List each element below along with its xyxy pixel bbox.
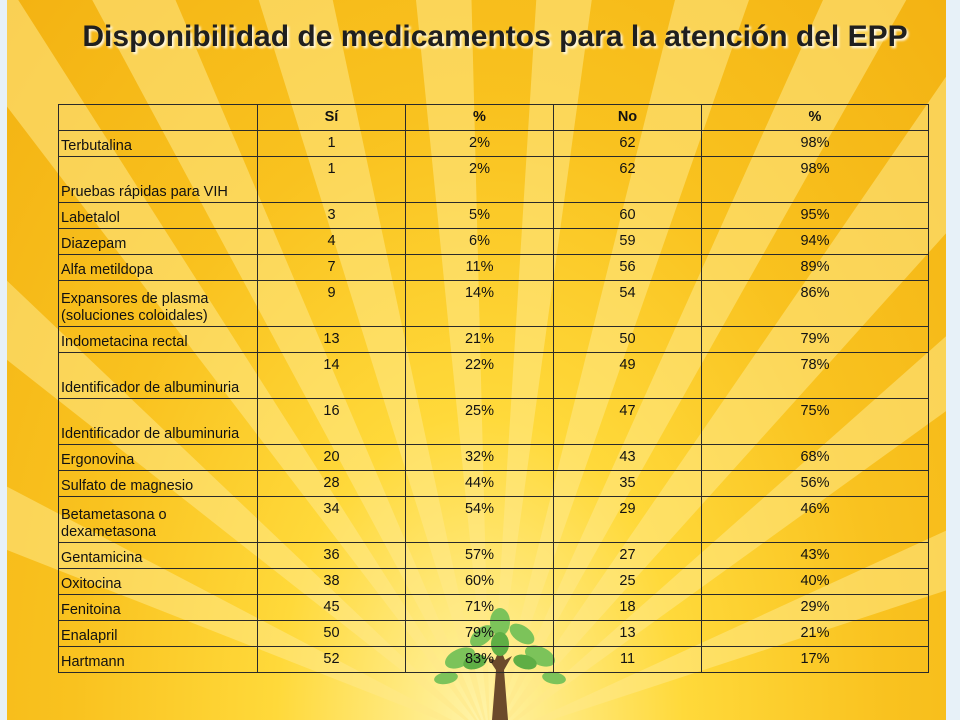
table-row bbox=[59, 569, 929, 595]
table-cell: 60% bbox=[406, 569, 554, 595]
table-cell: 11% bbox=[406, 255, 554, 281]
table-cell: 89% bbox=[702, 255, 929, 281]
header-cell: No bbox=[554, 105, 702, 131]
table-cell: 75% bbox=[702, 399, 929, 445]
table-cell: 21% bbox=[702, 621, 929, 647]
header-cell: Sí bbox=[258, 105, 406, 131]
medication-name: Indometacina rectal bbox=[59, 327, 258, 353]
medication-name: Fenitoina bbox=[59, 595, 258, 621]
table-row bbox=[59, 353, 929, 399]
table-cell: 43% bbox=[702, 543, 929, 569]
medication-name: Alfa metildopa bbox=[59, 255, 258, 281]
medication-name: Enalapril bbox=[59, 621, 258, 647]
table-cell: 62 bbox=[554, 157, 702, 203]
table-cell: 98% bbox=[702, 157, 929, 203]
table-cell: 7 bbox=[258, 255, 406, 281]
table-cell: 86% bbox=[702, 281, 929, 327]
medication-name: Pruebas rápidas para VIH bbox=[59, 157, 258, 203]
table-row bbox=[59, 497, 929, 543]
table-cell: 27 bbox=[554, 543, 702, 569]
table-cell: 2% bbox=[406, 157, 554, 203]
table-cell: 25 bbox=[554, 569, 702, 595]
table-cell: 83% bbox=[406, 647, 554, 673]
table-cell: 20 bbox=[258, 445, 406, 471]
table-cell: 21% bbox=[406, 327, 554, 353]
table-row bbox=[59, 255, 929, 281]
left-border bbox=[0, 0, 7, 720]
header-cell: % bbox=[406, 105, 554, 131]
table-cell: 25% bbox=[406, 399, 554, 445]
table-row bbox=[59, 595, 929, 621]
table-row bbox=[59, 647, 929, 673]
medication-name: Diazepam bbox=[59, 229, 258, 255]
table-cell: 98% bbox=[702, 131, 929, 157]
table-cell: 71% bbox=[406, 595, 554, 621]
table-cell: 32% bbox=[406, 445, 554, 471]
table-cell: 1 bbox=[258, 157, 406, 203]
table-cell: 34 bbox=[258, 497, 406, 543]
table-cell: 62 bbox=[554, 131, 702, 157]
table-row bbox=[59, 157, 929, 203]
medication-table bbox=[58, 104, 929, 673]
table-cell: 4 bbox=[258, 229, 406, 255]
table-cell: 9 bbox=[258, 281, 406, 327]
table-cell: 54 bbox=[554, 281, 702, 327]
table-row bbox=[59, 471, 929, 497]
medication-name: Betametasona o dexametasona bbox=[59, 497, 258, 543]
table-cell: 79% bbox=[406, 621, 554, 647]
medication-name: Identificador de albuminuria bbox=[59, 353, 258, 399]
table-row bbox=[59, 203, 929, 229]
table-cell: 13 bbox=[554, 621, 702, 647]
table-row bbox=[59, 621, 929, 647]
table-row bbox=[59, 131, 929, 157]
table-cell: 95% bbox=[702, 203, 929, 229]
medication-name: Labetalol bbox=[59, 203, 258, 229]
header-cell: % bbox=[702, 105, 929, 131]
table-cell: 18 bbox=[554, 595, 702, 621]
table-cell: 60 bbox=[554, 203, 702, 229]
table-cell: 1 bbox=[258, 131, 406, 157]
table-cell: 49 bbox=[554, 353, 702, 399]
table-cell: 3 bbox=[258, 203, 406, 229]
medication-name: Identificador de albuminuria bbox=[59, 399, 258, 445]
medication-name: Gentamicina bbox=[59, 543, 258, 569]
table-cell: 13 bbox=[258, 327, 406, 353]
table-cell: 22% bbox=[406, 353, 554, 399]
table-cell: 78% bbox=[702, 353, 929, 399]
table-cell: 17% bbox=[702, 647, 929, 673]
table-row bbox=[59, 399, 929, 445]
table-cell: 14 bbox=[258, 353, 406, 399]
medication-name: Expansores de plasma (soluciones coloidales) bbox=[59, 281, 258, 327]
table-cell: 50 bbox=[258, 621, 406, 647]
table-cell: 43 bbox=[554, 445, 702, 471]
slide-title: Disponibilidad de medicamentos para la atención del EPP bbox=[82, 20, 908, 53]
table-cell: 28 bbox=[258, 471, 406, 497]
table-cell: 47 bbox=[554, 399, 702, 445]
table-cell: 59 bbox=[554, 229, 702, 255]
table-cell: 68% bbox=[702, 445, 929, 471]
table-cell: 14% bbox=[406, 281, 554, 327]
medication-name: Ergonovina bbox=[59, 445, 258, 471]
table-cell: 45 bbox=[258, 595, 406, 621]
table-cell: 36 bbox=[258, 543, 406, 569]
table-cell: 38 bbox=[258, 569, 406, 595]
table-row bbox=[59, 445, 929, 471]
table-cell: 44% bbox=[406, 471, 554, 497]
table-cell: 6% bbox=[406, 229, 554, 255]
table-cell: 79% bbox=[702, 327, 929, 353]
table-cell: 54% bbox=[406, 497, 554, 543]
medication-name: Sulfato de magnesio bbox=[59, 471, 258, 497]
table-cell: 29 bbox=[554, 497, 702, 543]
table-row bbox=[59, 543, 929, 569]
table-cell: 11 bbox=[554, 647, 702, 673]
medication-name: Hartmann bbox=[59, 647, 258, 673]
table-cell: 29% bbox=[702, 595, 929, 621]
medication-name: Terbutalina bbox=[59, 131, 258, 157]
medication-name: Oxitocina bbox=[59, 569, 258, 595]
table-header-row bbox=[59, 105, 929, 131]
table-cell: 35 bbox=[554, 471, 702, 497]
table-cell: 56% bbox=[702, 471, 929, 497]
table-row bbox=[59, 327, 929, 353]
right-border bbox=[946, 0, 960, 720]
table-cell: 94% bbox=[702, 229, 929, 255]
table-cell: 46% bbox=[702, 497, 929, 543]
table-cell: 56 bbox=[554, 255, 702, 281]
table-cell: 40% bbox=[702, 569, 929, 595]
header-cell bbox=[59, 105, 258, 131]
table-row bbox=[59, 229, 929, 255]
table-cell: 57% bbox=[406, 543, 554, 569]
table-cell: 2% bbox=[406, 131, 554, 157]
table-cell: 5% bbox=[406, 203, 554, 229]
table-cell: 50 bbox=[554, 327, 702, 353]
table-cell: 52 bbox=[258, 647, 406, 673]
table-row bbox=[59, 281, 929, 327]
table-cell: 16 bbox=[258, 399, 406, 445]
